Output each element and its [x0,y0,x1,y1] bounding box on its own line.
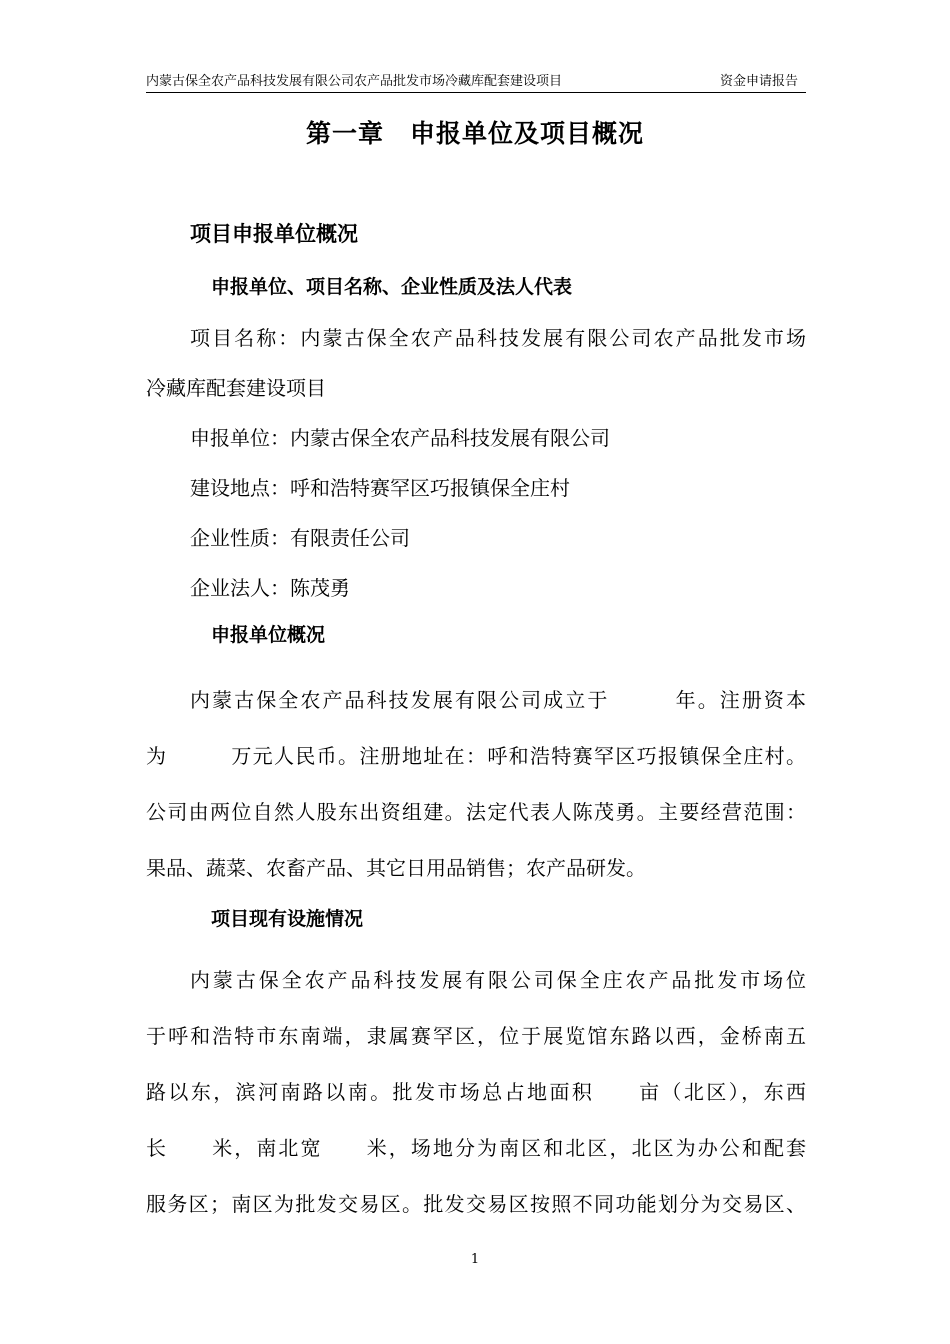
facilities-line-3: 路以东，滨河南路以南。批发市场总占地面积 亩（北区），东西 [146,1080,806,1104]
header-report-type: 资金申请报告 [719,74,798,89]
overview-line-3: 公司由两位自然人股东出资组建。法定代表人陈茂勇。主要经营范围： [146,800,806,824]
facilities-line-1: 内蒙古保全农产品科技发展有限公司保全庄农产品批发市场位 [190,968,806,992]
subsection-heading-overview: 申报单位概况 [211,624,326,646]
overview-line-2: 为 万元人民币。注册地址在：呼和浩特赛罕区巧报镇保全庄村。 [146,744,806,768]
page-header [146,70,806,93]
page-number: 1 [470,1252,480,1267]
facilities-line-4: 长 米，南北宽 米，场地分为南区和北区，北区为办公和配套 [146,1136,806,1160]
overview-line-1: 内蒙古保全农产品科技发展有限公司成立于 年。注册资本 [190,688,806,712]
location-line: 建设地点：呼和浩特赛罕区巧报镇保全庄村 [190,476,570,500]
nature-line: 企业性质：有限责任公司 [190,526,410,550]
section-heading: 项目申报单位概况 [190,222,358,246]
applicant-line: 申报单位：内蒙古保全农产品科技发展有限公司 [190,426,610,450]
project-name-line2: 冷藏库配套建设项目 [146,376,326,400]
project-name-line1: 项目名称：内蒙古保全农产品科技发展有限公司农产品批发市场 [190,326,806,350]
facilities-line-5: 服务区；南区为批发交易区。批发交易区按照不同功能划分为交易区、 [146,1192,806,1216]
subsection-heading-facilities: 项目现有设施情况 [211,908,364,930]
overview-line-4: 果品、蔬菜、农畜产品、其它日用品销售；农产品研发。 [146,856,646,880]
chapter-title: 第一章 申报单位及项目概况 [305,119,644,148]
header-project-title: 内蒙古保全农产品科技发展有限公司农产品批发市场冷藏库配套建设项目 [146,74,563,89]
facilities-line-2: 于呼和浩特市东南端，隶属赛罕区，位于展览馆东路以西，金桥南五 [146,1024,806,1048]
subsection-heading-basic-info: 申报单位、项目名称、企业性质及法人代表 [211,276,573,298]
legal-rep-line: 企业法人：陈茂勇 [190,576,350,600]
